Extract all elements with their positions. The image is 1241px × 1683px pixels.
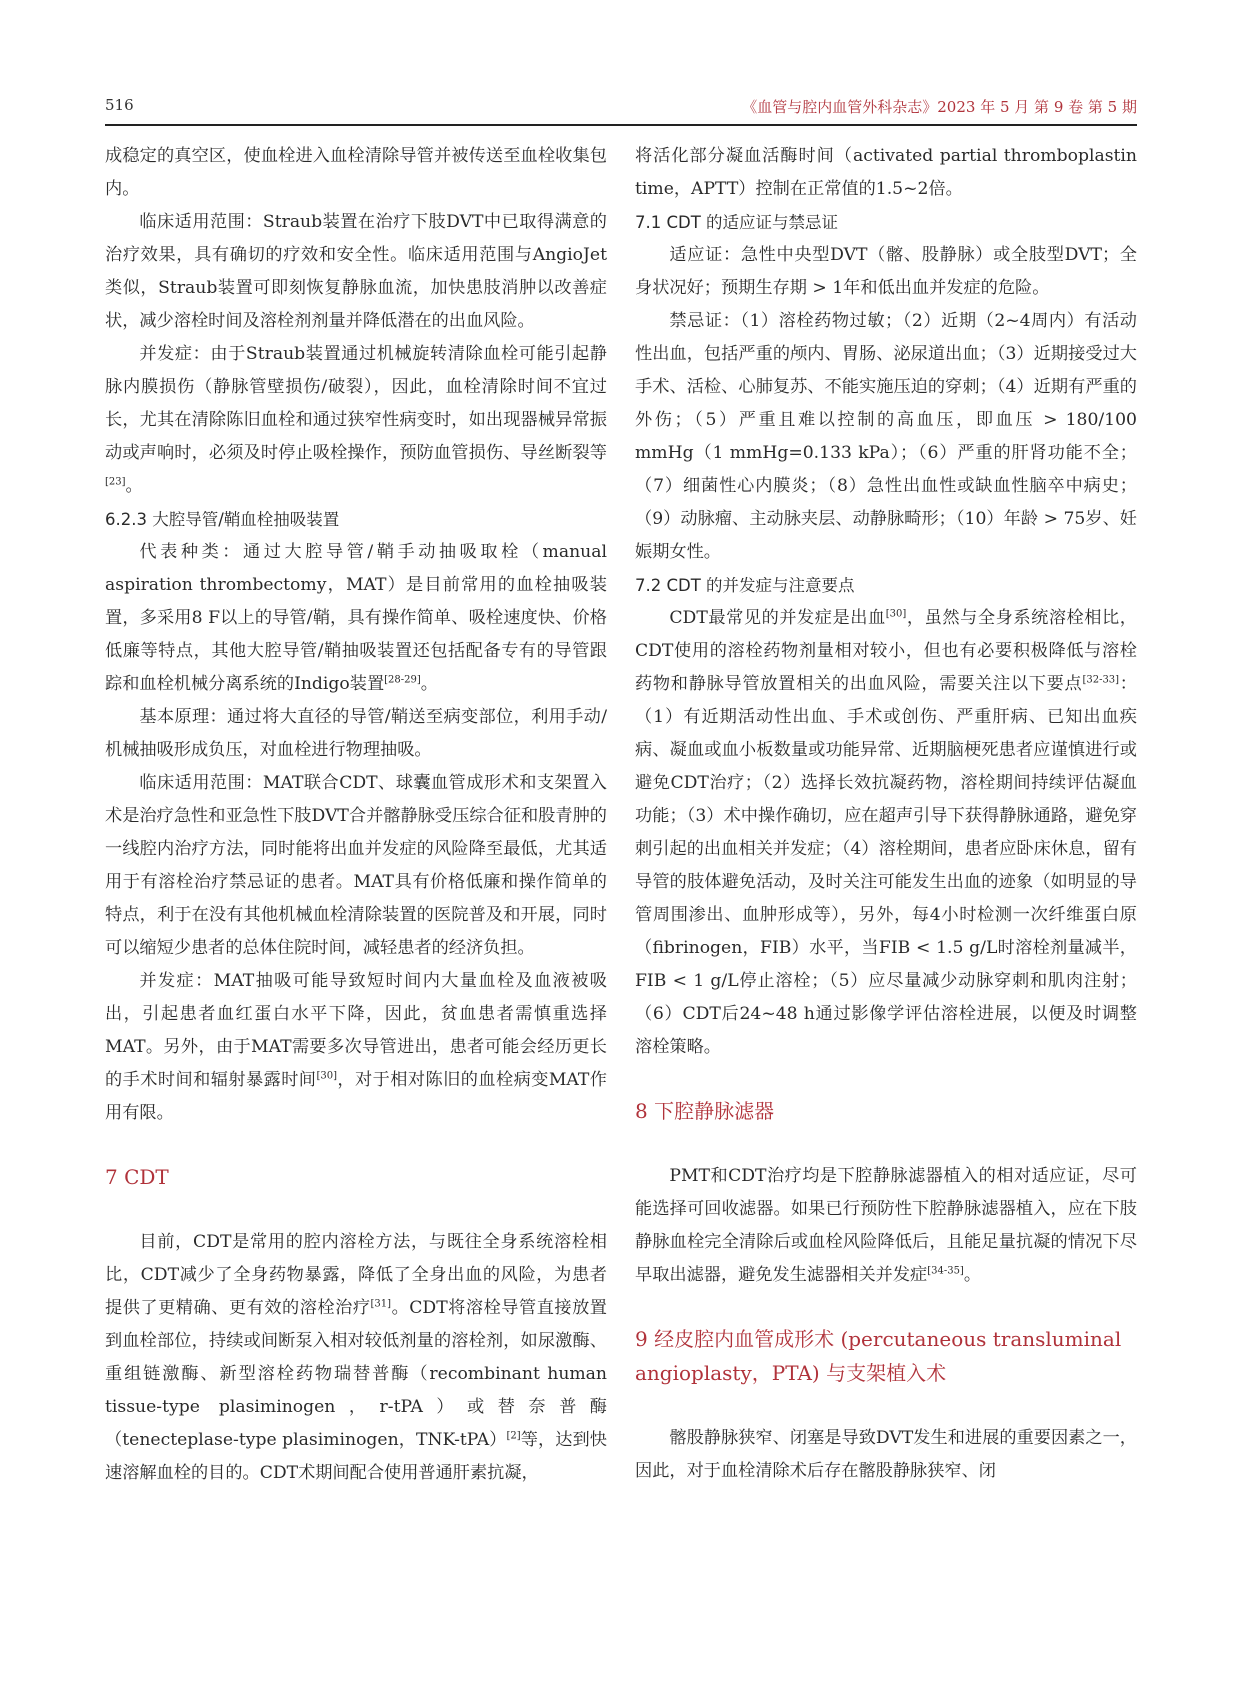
paragraph: 并发症：由于Straub装置通过机械旋转清除血栓可能引起静脉内膜损伤（静脉管壁损伤/破裂），因此，血栓清除时间不宜过长，尤其在清除陈旧血栓和通过狭窄性病变时，如出现器械异常振动或声响时，必须及时停止吸栓操作，预防血管损伤、导丝断裂等[23]。 bbox=[105, 344, 607, 496]
page-number: 516 bbox=[105, 96, 134, 114]
subsection-heading: 6.2.3 大腔导管/鞘血栓抽吸装置 bbox=[105, 510, 340, 529]
paragraph: 髂股静脉狭窄、闭塞是导致DVT发生和进展的重要因素之一，因此，对于血栓清除术后存在髂股静脉狭窄、闭 bbox=[635, 1428, 1137, 1481]
paragraph: 适应证：急性中央型DVT（髂、股静脉）或全肢型DVT；全身状况好；预期生存期 > 1年和低出血并发症的危险。 bbox=[635, 245, 1137, 298]
citation: [2] bbox=[506, 1430, 521, 1442]
citation: [30] bbox=[885, 608, 907, 620]
paragraph: 成稳定的真空区，使血栓进入血栓清除导管并被传送至血栓收集包内。 bbox=[105, 146, 607, 199]
citation: [32-33] bbox=[1082, 674, 1120, 686]
citation: [30] bbox=[316, 1070, 337, 1082]
subsection-heading: 7.2 CDT 的并发症与注意要点 bbox=[635, 576, 855, 595]
paragraph: PMT和CDT治疗均是下腔静脉滤器植入的相对适应证，尽可能选择可回收滤器。如果已行预防性下腔静脉滤器植入，应在下肢静脉血栓完全清除后或血栓风险降低后，且能足量抗凝的情况下尽早取出滤器，避免发生滤器相关并发症[34-35]。 bbox=[635, 1166, 1137, 1285]
section-heading-9: 9 经皮腔内血管成形术 (percutaneous transluminal angioplasty，PTA) 与支架植入术 bbox=[635, 1327, 1122, 1385]
paragraph: 代表种类：通过大腔导管/鞘手动抽吸取栓（manual aspiration thrombectomy，MAT）是目前常用的血栓抽吸装置，多采用8 F以上的导管/鞘，具有操作简单、吸栓速度快、价格低廉等特点，其他大腔导管/鞘抽吸装置还包括配备专有的导管跟踪和血栓机械分离系统的Indigo装置[28-29]。 bbox=[105, 542, 607, 694]
section-heading-7: 7 CDT bbox=[105, 1165, 169, 1189]
paragraph: 禁忌证：（1）溶栓药物过敏；（2）近期（2~4周内）有活动性出血，包括严重的颅内、胃肠、泌尿道出血；（3）近期接受过大手术、活检、心肺复苏、不能实施压迫的穿刺；（4）近期有严重的外伤；（5）严重且难以控制的高血压，即血压 > 180/100 mmHg（1 mmHg=0.133 kPa）；（6）严重的肝肾功能不全；（7）细菌性心内膜炎；（8）急性出血性或缺血性脑卒中病史；（9）动脉瘤、主动脉夹层、动静脉畸形；（10）年龄 > 75岁、妊娠期女性。 bbox=[635, 311, 1137, 562]
paragraph: 将活化部分凝血活酶时间（activated partial thromboplastin time，APTT）控制在正常值的1.5~2倍。 bbox=[635, 146, 1137, 199]
section-heading-8: 8 下腔静脉滤器 bbox=[635, 1099, 775, 1123]
paragraph: 并发症：MAT抽吸可能导致短时间内大量血栓及血液被吸出，引起患者血红蛋白水平下降，因此，贫血患者需慎重选择MAT。另外，由于MAT需要多次导管进出，患者可能会经历更长的手术时间和辐射暴露时间[30]，对于相对陈旧的血栓病变MAT作用有限。 bbox=[105, 971, 607, 1123]
citation: [28-29] bbox=[384, 674, 421, 686]
right-column bbox=[635, 140, 1137, 1488]
paragraph: 临床适用范围：MAT联合CDT、球囊血管成形术和支架置入术是治疗急性和亚急性下肢DVT合并髂静脉受压综合征和股青肿的一线腔内治疗方法，同时能将出血并发症的风险降至最低，尤其适用于有溶栓治疗禁忌证的患者。MAT具有价格低廉和操作简单的特点，利于在没有其他机械血栓清除装置的医院普及和开展，同时可以缩短少患者的总体住院时间，减轻患者的经济负担。 bbox=[105, 773, 607, 958]
left-column bbox=[105, 140, 607, 1490]
subsection-heading: 7.1 CDT 的适应证与禁忌证 bbox=[635, 213, 839, 232]
header-rule bbox=[105, 124, 1137, 126]
paragraph: 基本原理：通过将大直径的导管/鞘送至病变部位，利用手动/机械抽吸形成负压，对血栓进行物理抽吸。 bbox=[105, 707, 607, 760]
paragraph: 目前，CDT是常用的腔内溶栓方法，与既往全身系统溶栓相比，CDT减少了全身药物暴露，降低了全身出血的风险，为患者提供了更精确、更有效的溶栓治疗[31]。CDT将溶栓导管直接放置到血栓部位，持续或间断泵入相对较低剂量的溶栓剂，如尿激酶、重组链激酶、新型溶栓药物瑞替普酶（recombinant human tissue-type plasiminogen，r-tPA）或替奈普酶（tenecteplase-type plasiminogen，TNK-tPA）[2]等，达到快速溶解血栓的目的。CDT术期间配合使用普通肝素抗凝， bbox=[105, 1232, 607, 1483]
paragraph: CDT最常见的并发症是出血[30]，虽然与全身系统溶栓相比，CDT使用的溶栓药物剂量相对较小，但也有必要积极降低与溶栓药物和静脉导管放置相关的出血风险，需要关注以下要点[32-33]：（1）有近期活动性出血、手术或创伤、严重肝病、已知出血疾病、凝血或血小板数量或功能异常、近期脑梗死患者应谨慎进行或避免CDT治疗；（2）选择长效抗凝药物，溶栓期间持续评估凝血功能；（3）术中操作确切，应在超声引导下获得静脉通路，避免穿刺引起的出血相关并发症；（4）溶栓期间，患者应卧床休息，留有导管的肢体避免活动，及时关注可能发生出血的迹象（如明显的导管周围渗出、血肿形成等），另外，每4小时检测一次纤维蛋白原（fibrinogen，FIB）水平，当FIB < 1.5 g/L时溶栓剂量减半，FIB < 1 g/L停止溶栓；（5）应尽量减少动脉穿刺和肌肉注射；（6）CDT后24~48 h通过影像学评估溶栓进展，以便及时调整溶栓策略。 bbox=[635, 608, 1137, 1057]
citation: [31] bbox=[370, 1298, 392, 1310]
running-header bbox=[105, 96, 1137, 124]
citation: [23] bbox=[105, 476, 126, 488]
paragraph: 临床适用范围：Straub装置在治疗下肢DVT中已取得满意的治疗效果，具有确切的疗效和安全性。临床适用范围与AngioJet类似，Straub装置可即刻恢复静脉血流，加快患肢消肿以改善症状，减少溶栓时间及溶栓剂剂量并降低潜在的出血风险。 bbox=[105, 212, 607, 331]
citation: [34-35] bbox=[927, 1265, 964, 1277]
journal-title: 《血管与腔内血管外科杂志》2023 年 5 月 第 9 卷 第 5 期 bbox=[742, 98, 1137, 116]
